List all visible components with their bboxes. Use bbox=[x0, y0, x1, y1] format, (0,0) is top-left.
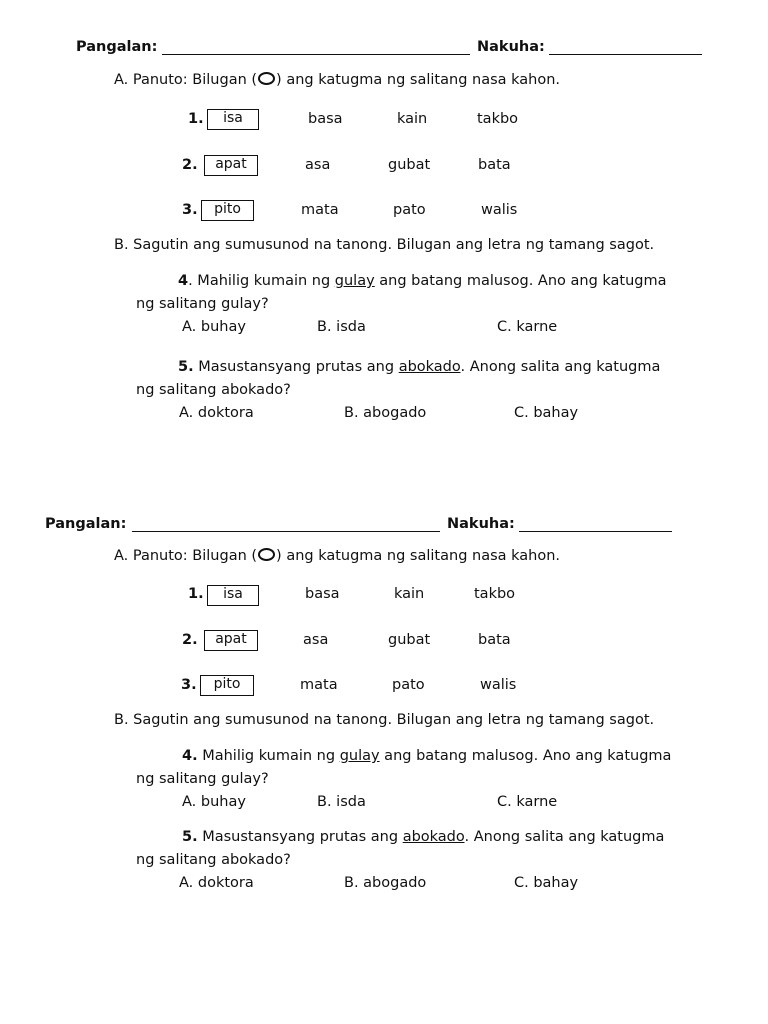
option-word: basa bbox=[305, 586, 340, 602]
part-a-instruction: A. Panuto: Bilugan ( ) ang katugma ng salitang nasa kahon. bbox=[114, 548, 561, 564]
option-word: takbo bbox=[474, 586, 516, 602]
option-word: gubat bbox=[388, 632, 431, 648]
question-4-line2: ng salitang gulay? bbox=[136, 296, 269, 312]
boxed-word: apat bbox=[204, 155, 258, 176]
option-word: bata bbox=[478, 157, 511, 173]
choice: A. doktora bbox=[179, 405, 254, 421]
name-label: Pangalan: bbox=[76, 39, 158, 55]
choice: A. buhay bbox=[182, 319, 246, 335]
option-word: bata bbox=[478, 632, 511, 648]
option-word: takbo bbox=[477, 111, 519, 127]
choice: C. bahay bbox=[514, 875, 579, 891]
choice: B. isda bbox=[317, 319, 366, 335]
item-number: 3. bbox=[181, 677, 197, 693]
option-word: pato bbox=[393, 202, 426, 218]
boxed-word: pito bbox=[200, 675, 254, 696]
underlined-word: abokado bbox=[398, 359, 461, 375]
choice: C. karne bbox=[497, 794, 558, 810]
option-word: walis bbox=[480, 677, 517, 693]
score-blank-line bbox=[519, 531, 672, 532]
item-number: 1. bbox=[188, 586, 204, 602]
item-number: 1. bbox=[188, 111, 204, 127]
worksheet-1 bbox=[0, 0, 768, 500]
underlined-word: gulay bbox=[339, 748, 380, 764]
circle-icon bbox=[258, 548, 275, 561]
item-number: 2. bbox=[182, 157, 198, 173]
option-word: asa bbox=[305, 157, 331, 173]
boxed-word: apat bbox=[204, 630, 258, 651]
score-blank-line bbox=[549, 54, 702, 55]
option-word: mata bbox=[301, 202, 339, 218]
option-word: basa bbox=[308, 111, 343, 127]
option-word: gubat bbox=[388, 157, 431, 173]
boxed-word: isa bbox=[207, 109, 259, 130]
boxed-word: pito bbox=[201, 200, 254, 221]
question-5-line2: ng salitang abokado? bbox=[136, 852, 291, 868]
name-blank-line bbox=[132, 531, 440, 532]
option-word: kain bbox=[397, 111, 428, 127]
part-b-instruction: B. Sagutin ang sumusunod na tanong. Bilugan ang letra ng tamang sagot. bbox=[114, 712, 655, 728]
option-word: mata bbox=[300, 677, 338, 693]
question-5-line2: ng salitang abokado? bbox=[136, 382, 291, 398]
option-word: pato bbox=[392, 677, 425, 693]
choice: A. doktora bbox=[179, 875, 254, 891]
score-label: Nakuha: bbox=[477, 39, 545, 55]
score-label: Nakuha: bbox=[447, 516, 515, 532]
choice: B. abogado bbox=[344, 405, 427, 421]
part-a-instruction: A. Panuto: Bilugan ( ) ang katugma ng salitang nasa kahon. bbox=[114, 72, 561, 88]
item-number: 3. bbox=[182, 202, 198, 218]
choice: C. karne bbox=[497, 319, 558, 335]
boxed-word: isa bbox=[207, 585, 259, 606]
name-blank-line bbox=[162, 54, 470, 55]
question-5: 5. Masustansyang prutas ang abokado. Anong salita ang katugma bbox=[178, 359, 661, 375]
part-b-instruction: B. Sagutin ang sumusunod na tanong. Bilugan ang letra ng tamang sagot. bbox=[114, 237, 655, 253]
question-5: 5. Masustansyang prutas ang abokado. Anong salita ang katugma bbox=[182, 829, 665, 845]
question-4: 4. Mahilig kumain ng gulay ang batang malusog. Ano ang katugma bbox=[182, 748, 672, 764]
option-word: kain bbox=[394, 586, 425, 602]
choice: A. buhay bbox=[182, 794, 246, 810]
question-4: 4. Mahilig kumain ng gulay ang batang malusog. Ano ang katugma bbox=[178, 273, 667, 289]
underlined-word: gulay bbox=[334, 273, 375, 289]
underlined-word: abokado bbox=[402, 829, 465, 845]
choice: B. abogado bbox=[344, 875, 427, 891]
choice: B. isda bbox=[317, 794, 366, 810]
option-word: asa bbox=[303, 632, 329, 648]
worksheet-2 bbox=[0, 475, 768, 975]
question-4-line2: ng salitang gulay? bbox=[136, 771, 269, 787]
choice: C. bahay bbox=[514, 405, 579, 421]
option-word: walis bbox=[481, 202, 518, 218]
name-label: Pangalan: bbox=[45, 516, 127, 532]
circle-icon bbox=[258, 72, 275, 85]
item-number: 2. bbox=[182, 632, 198, 648]
